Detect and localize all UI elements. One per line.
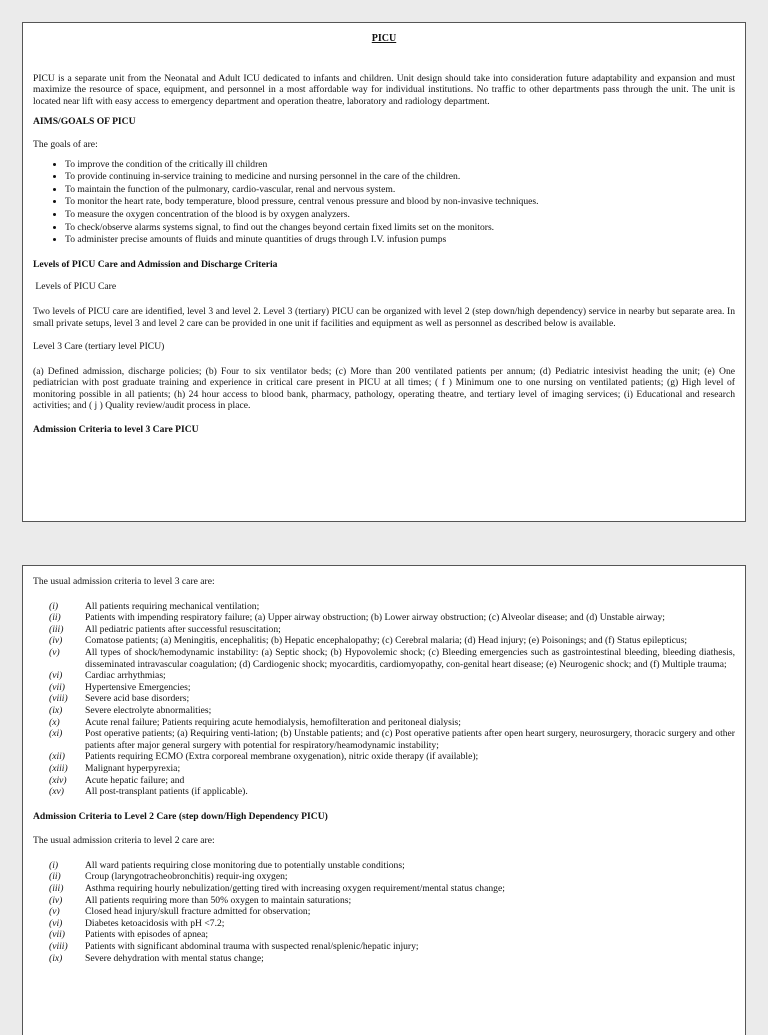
item-number: (xii)	[49, 751, 65, 763]
list-item	[33, 647, 735, 670]
item-number: (vii)	[49, 681, 65, 693]
level3-paragraph: (a) Defined admission, discharge policies; (b) Four to six ventilator beds; (c) More than 200 ventilated patients per annum; (d) Pediatric intesivist heading the unit; (e) One pediatrician with post graduate training and experience in critical care present in PICU at all times; ( f ) Minimum one to one nursing on ventilated patients; (g) High level of monitoring possible in all patients; (h) 24 hour access to blood bank, pharmacy, pathology, operating theatre, and tertiary level of imaging services; (i) Educational and research activities; and ( j ) Quality review/audit process in place.	[33, 365, 735, 412]
item-text: Croup (laryngotracheobronchitis) requir-ing oxygen;	[85, 871, 288, 883]
item-text: Hypertensive Emergencies;	[85, 681, 191, 693]
list-item	[33, 705, 735, 717]
item-number: (iv)	[49, 635, 63, 647]
list-item	[33, 883, 735, 895]
item-text: Cardiac arrhythmias;	[85, 670, 166, 682]
item-number: (iii)	[49, 883, 64, 895]
list-item	[33, 612, 735, 624]
level2-heading: Admission Criteria to Level 2 Care (step down/High Dependency PICU)	[33, 810, 328, 822]
level3-criteria-list	[33, 601, 735, 798]
list-item	[33, 670, 735, 682]
list-item	[33, 763, 735, 775]
list-item	[33, 906, 735, 918]
item-text: Comatose patients; (a) Meningitis, encephalitis; (b) Hepatic encephalopathy; (c) Cerebral malaria; (d) Head injury; (e) Poisonings; and (f) Status epilepticus;	[85, 635, 688, 647]
list-item	[33, 860, 735, 872]
item-number: (ix)	[49, 952, 63, 964]
item-number: (i)	[49, 859, 59, 871]
level3-criteria-intro: The usual admission criteria to level 3 care are:	[33, 576, 215, 587]
admission3-heading: Admission Criteria to level 3 Care PICU	[33, 424, 199, 436]
levels-subheading: Levels of PICU Care	[33, 281, 117, 293]
item-text: Closed head injury/skull fracture admitted for observation;	[85, 906, 311, 918]
item-number: (iii)	[49, 623, 64, 635]
levels-paragraph: Two levels of PICU care are identified, level 3 and level 2. Level 3 (tertiary) PICU can be organized with level 2 (step down/high dependency) service in nearby but separate area. In small private setups, level 3 and level 2 care can be provided in one unit if facilities and equipment as well as personnel as described below is available.	[33, 305, 735, 329]
item-text: Asthma requiring hourly nebulization/getting tired with increasing oxygen requirement/mental status change;	[85, 883, 505, 895]
list-item	[33, 751, 735, 763]
item-number: (vi)	[49, 670, 63, 682]
item-text: All types of shock/hemodynamic instability: (a) Septic shock; (b) Hypovolemic shock; (c) Bleeding emergencies such as gastrointestinal bleeding, bleeding diathesis, disseminated intravascular coagulation; (d) Cardiogenic shock; myocarditis, cardiomyopathy, con-genital heart disease; (e) Neurogenic shock; and (f) Multiple trauma;	[85, 646, 735, 670]
item-number: (ii)	[49, 871, 61, 883]
list-item	[33, 717, 735, 729]
intro-paragraph: PICU is a separate unit from the Neonatal and Adult ICU dedicated to infants and children. Unit design should take into consideration future adaptability and expansion and must maximize the resource of space, equipment, and personnel in a most affordable way for individual institutions. No traffic to other departments pass through the unit. The unit is located near lift with easy access to emergency department and operation theatre, laboratory and radiology department.	[33, 72, 735, 107]
item-number: (iv)	[49, 894, 63, 906]
list-item	[33, 775, 735, 787]
list-item	[33, 682, 735, 694]
item-number: (v)	[49, 646, 60, 658]
list-item	[33, 871, 735, 883]
item-number: (v)	[49, 906, 60, 918]
goals-list	[33, 159, 735, 246]
list-item: • To provide continuing in-service training to medicine and nursing personnel in the care of the children.	[65, 171, 735, 183]
item-text: Severe electrolyte abnormalities;	[85, 704, 212, 716]
list-item	[33, 895, 735, 907]
item-number: (xiv)	[49, 774, 67, 786]
item-number: (xiii)	[49, 762, 68, 774]
list-item	[33, 635, 735, 647]
list-item	[33, 693, 735, 705]
aims-heading: AIMS/GOALS OF PICU	[33, 116, 136, 128]
item-text: Patients with significant abdominal trauma with suspected renal/splenic/hepatic injury;	[85, 941, 419, 953]
item-text: Acute renal failure; Patients requiring acute hemodialysis, hemofilteration and peritoneal dialysis;	[85, 716, 461, 728]
item-text: Severe acid base disorders;	[85, 693, 190, 705]
list-item	[33, 918, 735, 930]
list-item: • To measure the oxygen concentration of the blood is by oxygen analyzers.	[65, 209, 735, 221]
list-item	[33, 601, 735, 613]
item-text: Malignant hyperpyrexia;	[85, 762, 181, 774]
item-number: (viii)	[49, 941, 68, 953]
item-text: All patients requiring more than 50% oxygen to maintain saturations;	[85, 894, 352, 906]
item-number: (vi)	[49, 917, 63, 929]
item-text: Severe dehydration with mental status change;	[85, 952, 264, 964]
item-number: (x)	[49, 716, 60, 728]
item-text: Post operative patients; (a) Requiring venti-lation; (b) Unstable patients; and (c) Post operative patients after open heart surgery, neurosurgery, thoracic surgery and other patients after major general surgery with potential for respiratory/heamodynamic instability;	[85, 728, 735, 751]
level2-criteria-list	[33, 860, 735, 964]
list-item: • To monitor the heart rate, body temperature, blood pressure, central venous pressure and blood by non-invasive techniques.	[65, 196, 735, 208]
level3-heading: Level 3 Care (tertiary level PICU)	[33, 341, 165, 353]
item-text: All ward patients requiring close monitoring due to potentially unstable conditions;	[85, 859, 405, 871]
document-page-1	[22, 22, 746, 522]
item-text: Patients with episodes of apnea;	[85, 929, 209, 941]
item-text: All patients requiring mechanical ventilation;	[85, 600, 260, 612]
item-text: Diabetes ketoacidosis with pH <7.2;	[85, 917, 225, 929]
goals-intro: The goals of are:	[33, 138, 98, 150]
item-number: (i)	[49, 600, 59, 612]
item-number: (xv)	[49, 786, 64, 798]
item-text: All post-transplant patients (if applicable).	[85, 786, 248, 798]
list-item: • To check/observe alarms systems signal, to find out the changes beyond certain fixed limits set on the monitors.	[65, 222, 735, 234]
list-item: • To improve the condition of the critically ill children	[65, 159, 735, 171]
list-item: • To administer precise amounts of fluids and minute quantities of drugs through I.V. infusion pumps	[65, 234, 735, 246]
item-text: Patients requiring ECMO (Extra corporeal membrane oxygenation), nitric oxide therapy (if available);	[85, 751, 479, 763]
item-text: Patients with impending respiratory failure; (a) Upper airway obstruction; (b) Lower airway obstruction; (c) Alveolar disease; and (d) Unstable airway;	[85, 612, 665, 624]
list-item	[33, 624, 735, 636]
level2-criteria-intro: The usual admission criteria to level 2 care are:	[33, 835, 215, 847]
levels-heading: Levels of PICU Care and Admission and Discharge Criteria	[33, 258, 278, 270]
page-title: PICU	[371, 33, 397, 44]
item-number: (ix)	[49, 704, 63, 716]
list-item: • To maintain the function of the pulmonary, cardio-vascular, renal and nervous system.	[65, 184, 735, 196]
item-text: All pediatric patients after successful resuscitation;	[85, 623, 281, 635]
list-item	[33, 941, 735, 953]
list-item	[33, 728, 735, 751]
item-number: (ii)	[49, 612, 61, 624]
item-text: Acute hepatic failure; and	[85, 774, 185, 786]
item-number: (viii)	[49, 693, 68, 705]
list-item	[33, 929, 735, 941]
list-item	[33, 953, 735, 965]
item-number: (vii)	[49, 929, 65, 941]
document-page-2	[22, 565, 746, 1035]
list-item	[33, 786, 735, 798]
item-number: (xi)	[49, 728, 63, 740]
